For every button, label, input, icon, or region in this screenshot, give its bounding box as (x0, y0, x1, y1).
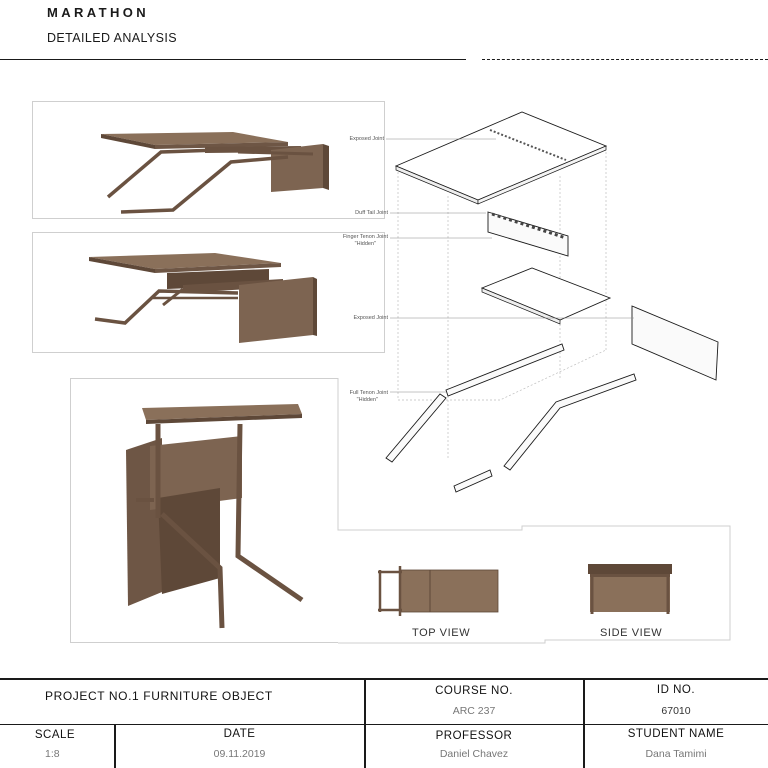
course-value: ARC 237 (452, 705, 496, 717)
student-label: STUDENT NAME (627, 728, 725, 740)
course-label: COURSE NO. (435, 685, 513, 697)
professor-label: PROFESSOR (435, 730, 513, 742)
callout-full-tenon-hidden: "Hidden" (356, 397, 378, 403)
callout-exposed-joint-mid: Exposed Joint (353, 315, 388, 321)
scale-label: SCALE (34, 729, 76, 741)
title-block-mid-rule (0, 724, 768, 725)
id-label: ID NO. (656, 684, 696, 696)
callout-finger-tenon-hidden: "Hidden" (354, 241, 376, 247)
side-view-drawing (588, 564, 672, 614)
callout-finger-tenon-joint: Finger Tenon Joint (342, 234, 388, 240)
date-label: DATE (223, 728, 256, 740)
brand-title: MARATHON (47, 5, 150, 20)
title-block-top-border (0, 678, 768, 680)
id-value: 67010 (661, 705, 691, 717)
date-value: 09.11.2019 (213, 748, 266, 760)
top-view-label: TOP VIEW (412, 627, 471, 639)
callout-full-tenon-joint: Full Tenon Joint (349, 390, 388, 396)
page-subtitle: DETAILED ANALYSIS (47, 31, 177, 45)
student-value: Dana Tamimi (645, 748, 707, 760)
callout-exposed-joint-top: Exposed Joint (349, 136, 384, 142)
callout-duff-tail-joint: Duff Tail Joint (355, 210, 388, 216)
scale-value: 1:8 (45, 748, 60, 760)
project-title: PROJECT NO.1 FURNITURE OBJECT (45, 689, 273, 703)
top-view-drawing (378, 566, 498, 616)
professor-value: Daniel Chavez (439, 748, 509, 760)
side-view-label: SIDE VIEW (600, 627, 663, 639)
